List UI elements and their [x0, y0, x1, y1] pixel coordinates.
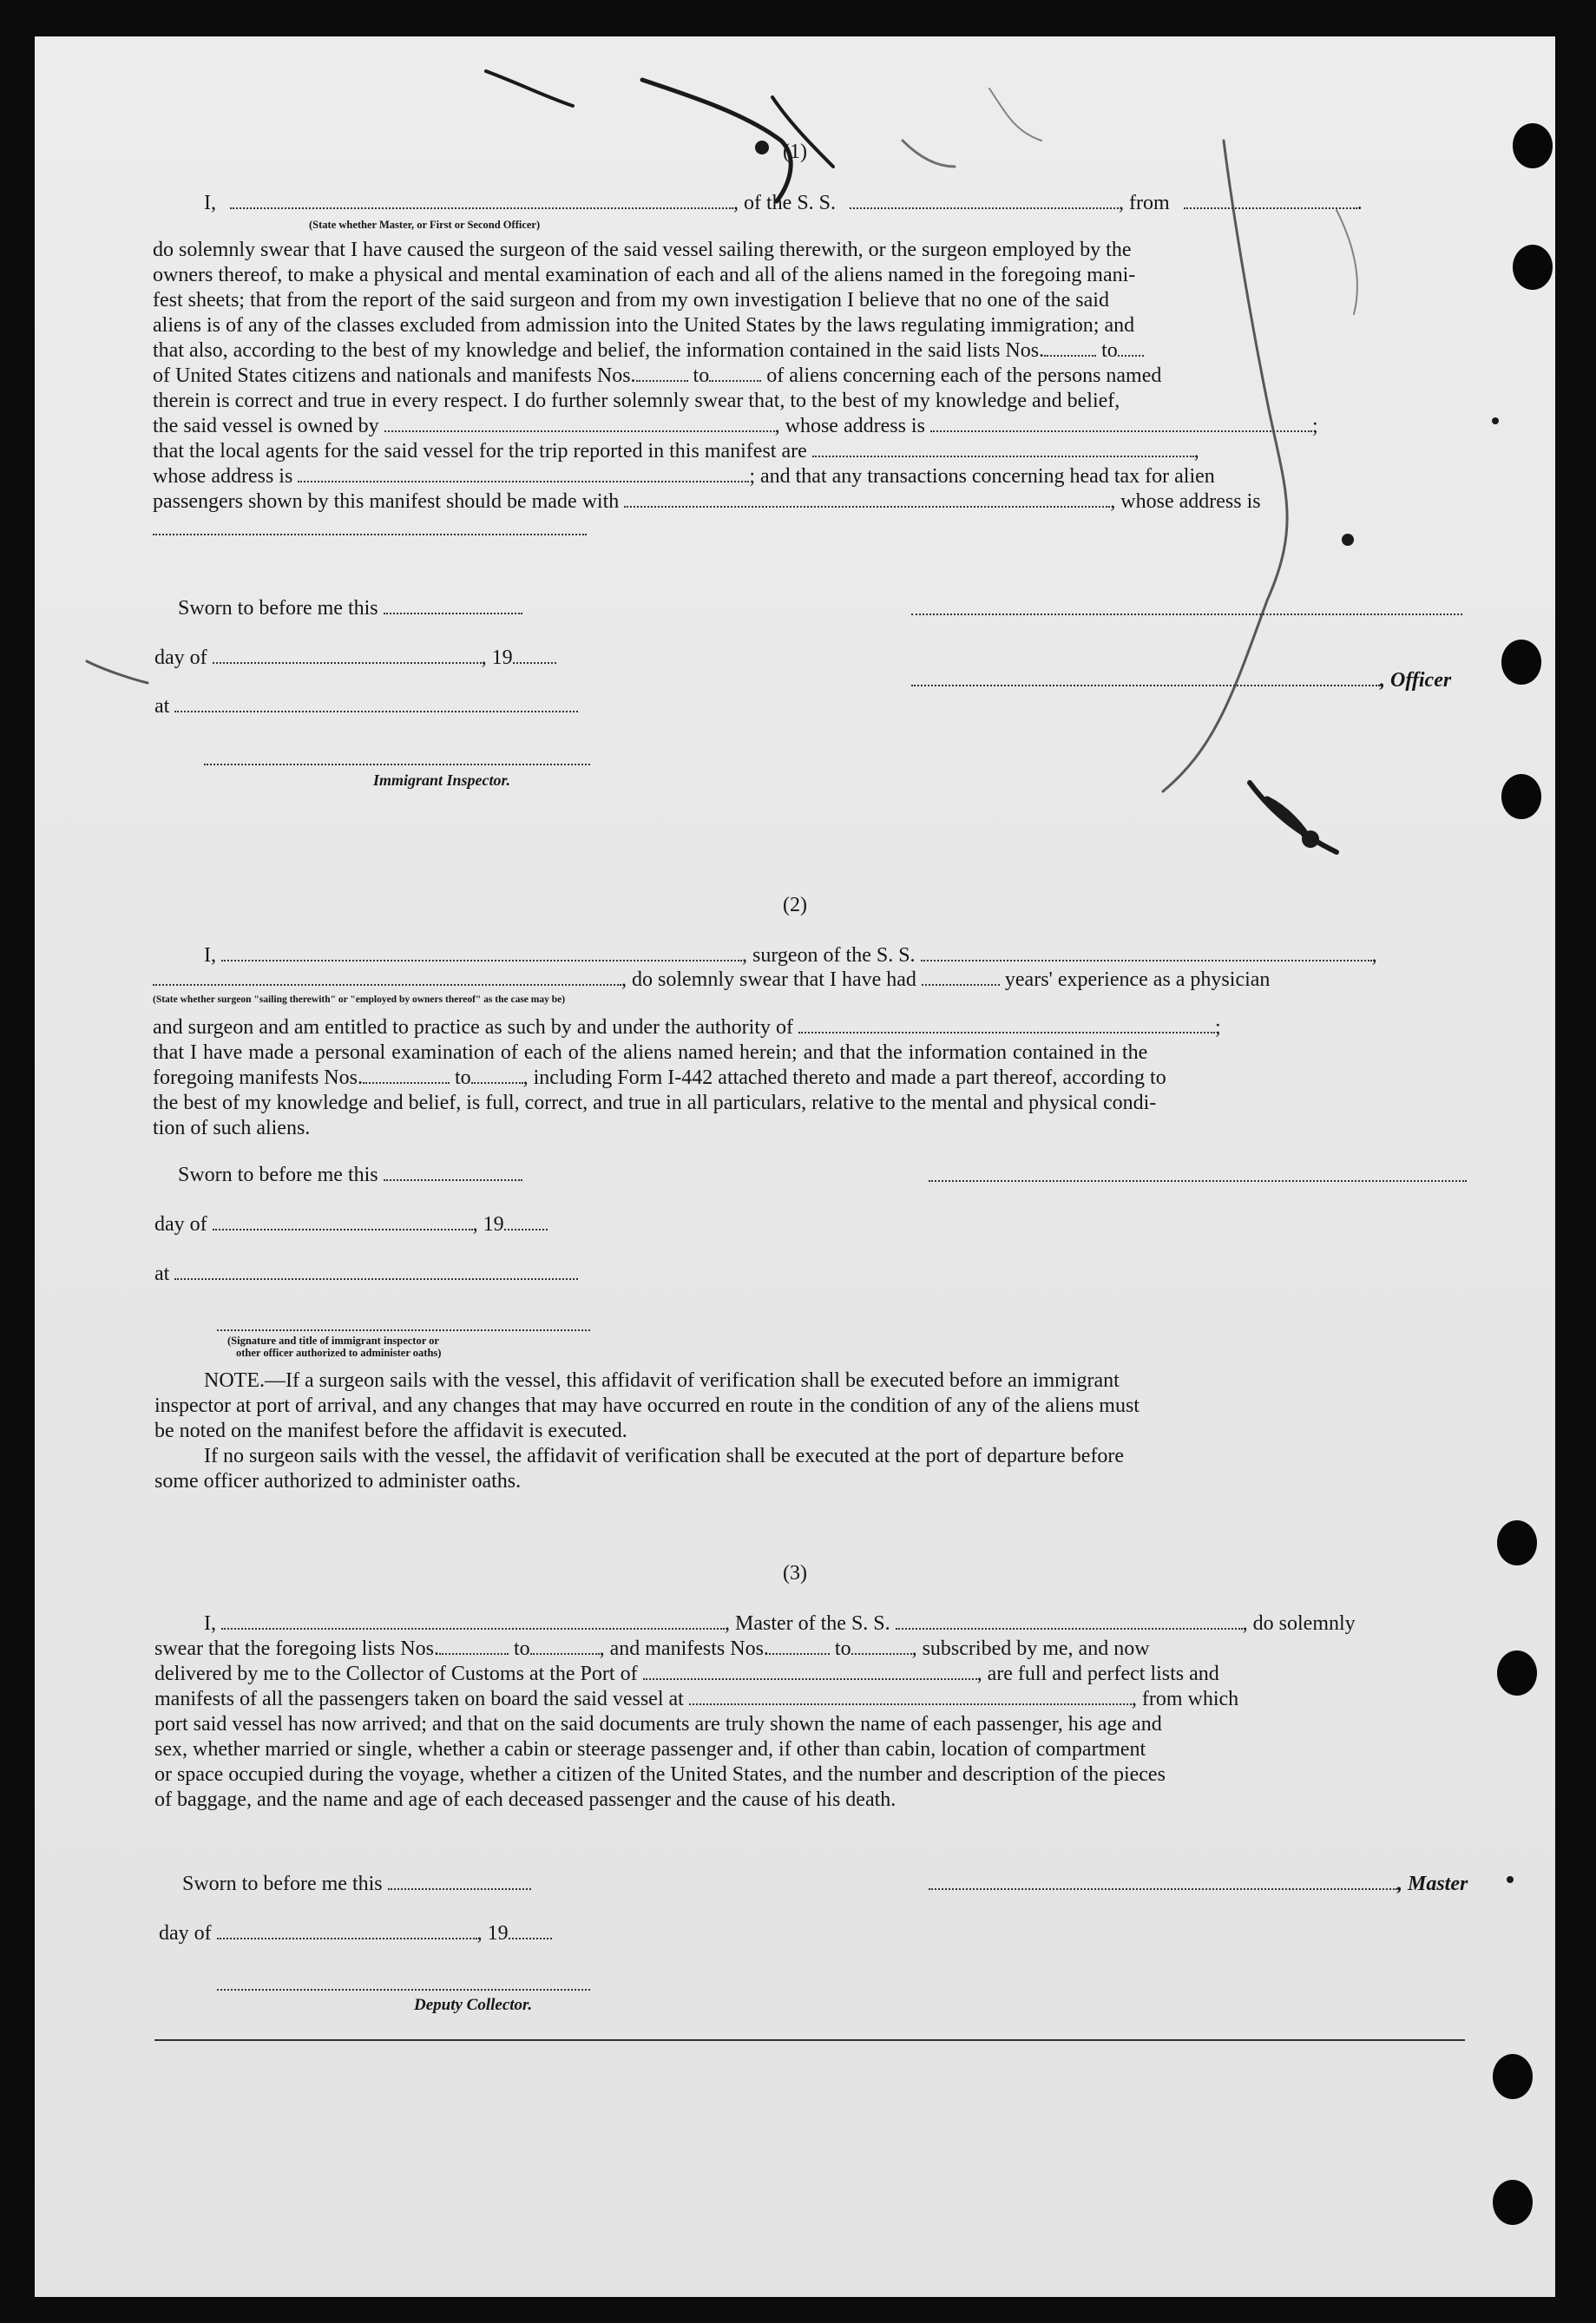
surgeon-note: (State whether surgeon "sailing therewith" or "employed by owners thereof" as the case may be)	[153, 994, 566, 1005]
master-vessel-field[interactable]	[896, 1612, 1243, 1630]
intro-period: .	[1356, 192, 1363, 214]
signature-note: other officer authorized to administer oaths)	[236, 1347, 442, 1359]
comma: ,	[1371, 944, 1377, 967]
at-line-2	[154, 1262, 578, 1286]
made-with-text: passengers shown by this manifest should be made with	[153, 490, 620, 513]
punch-hole	[1493, 2180, 1533, 2225]
head-tax-address-field[interactable]	[153, 534, 587, 535]
master-line-2	[154, 1637, 1150, 1661]
surgeon-status-field[interactable]	[153, 968, 621, 986]
at-line-1	[154, 694, 578, 719]
vessel-name-field[interactable]	[850, 192, 1119, 209]
intro-i: I,	[204, 944, 216, 967]
whose-address-label: whose address is	[153, 465, 293, 488]
officer-signature-top[interactable]	[911, 614, 1462, 615]
section-2-intro-line	[204, 943, 1377, 968]
to-text: to	[513, 1637, 530, 1660]
paragraph-line	[153, 489, 1505, 515]
officer-signature-field[interactable]	[911, 669, 1380, 686]
from-port-field[interactable]	[1184, 192, 1357, 209]
day-of-text: day of	[154, 1213, 207, 1236]
do-solemnly-text: , do solemnly	[1242, 1612, 1356, 1635]
day-of-text: day of	[154, 646, 207, 669]
head-tax-party-field[interactable]	[624, 490, 1110, 508]
intro-ss: , of the S. S.	[733, 192, 837, 214]
sworn-line-2	[178, 1163, 522, 1187]
day-of-line-1	[154, 646, 556, 670]
to-text: to	[454, 1066, 471, 1089]
comma: ,	[1193, 440, 1199, 463]
paragraph-line	[153, 439, 1505, 464]
authority-field[interactable]	[798, 1016, 1215, 1034]
master-line-8: of baggage, and the name and age of each deceased passenger and the cause of his death.	[154, 1788, 897, 1811]
master-line-1	[204, 1611, 1356, 1636]
paragraph-line: fest sheets; that from the report of the said surgeon and from my own investigation I believe that no one of the said	[153, 289, 1109, 312]
section-3-number: (3)	[783, 1562, 807, 1585]
master-line-3	[154, 1662, 1219, 1686]
officer-field[interactable]	[230, 192, 733, 209]
to-text: to	[1101, 339, 1118, 362]
section-1-paragraph	[153, 238, 1505, 515]
punch-hole	[1501, 774, 1541, 819]
swear-lists-text: swear that the foregoing lists Nos.	[154, 1637, 439, 1660]
head-tax-text: ; and that any transactions concerning head tax for alien	[749, 465, 1215, 488]
lists-to-field[interactable]	[1118, 339, 1144, 357]
local-agents-text: that the local agents for the said vessel for the trip reported in this manifest are	[153, 440, 807, 463]
whose-address-is-text: , whose address is	[1110, 490, 1261, 513]
master-name-field[interactable]	[221, 1612, 725, 1630]
master-signature-line	[929, 1872, 1468, 1896]
year-text: , 19	[472, 1213, 504, 1236]
paragraph-line	[153, 338, 1505, 364]
punch-hole	[1497, 1520, 1537, 1565]
surgeon-signature-field[interactable]	[929, 1180, 1467, 1182]
document-page	[35, 36, 1555, 2297]
sworn-text: Sworn to before me this	[178, 597, 378, 620]
note-line-4: If no surgeon sails with the vessel, the affidavit of verification shall be executed at the port of departure before	[204, 1445, 1125, 1467]
paragraph-line: do solemnly swear that I have caused the surgeon of the said vessel sailing therewith, or the surgeon employed by the	[153, 239, 1132, 261]
note-line-2: inspector at port of arrival, and any changes that may have occurred en route in the condition of any of the aliens must	[154, 1394, 1140, 1417]
sworn-text: Sworn to before me this	[182, 1873, 383, 1895]
surgeon-name-field[interactable]	[221, 944, 742, 961]
perfect-lists-text: , are full and perfect lists and	[976, 1663, 1219, 1685]
paragraph-line: owners thereof, to make a physical and mental examination of each and all of the aliens named in the foregoing mani-	[153, 264, 1136, 286]
collector-signature-field[interactable]	[217, 1989, 590, 1991]
surgeon-line-5	[153, 1066, 1166, 1090]
authority-text: and surgeon and am entitled to practice as such by and under the authority of	[153, 1016, 793, 1039]
year-text: , 19	[476, 1922, 509, 1945]
solemnly-swear-text: , do solemnly swear that I have had	[621, 968, 916, 991]
manifests-to-field[interactable]	[471, 1066, 523, 1084]
sworn-day-field[interactable]	[388, 1873, 531, 1890]
to-text: to	[834, 1637, 851, 1660]
signature-note: (Signature and title of immigrant inspector or	[227, 1335, 439, 1347]
punch-hole	[1497, 1650, 1537, 1696]
surgeon-line-4: that I have made a personal examination of each of the aliens named herein; and that the information contained in the	[153, 1041, 1148, 1064]
lists-from-field[interactable]	[1044, 339, 1096, 357]
sworn-line-1	[178, 596, 522, 620]
year-text: , 19	[481, 646, 513, 669]
port-field[interactable]	[643, 1663, 977, 1680]
manifests-from-field[interactable]	[769, 1637, 830, 1655]
master-ss-text: , Master of the S. S.	[725, 1612, 890, 1635]
agents-field[interactable]	[812, 440, 1194, 457]
paragraph-line	[153, 414, 1505, 439]
years-experience-text: years' experience as a physician	[1004, 968, 1271, 991]
taken-on-board-text: manifests of all the passengers taken on board the said vessel at	[154, 1688, 684, 1710]
paragraph-line: therein is correct and true in every respect. I do further solemnly swear that, to the best of my knowledge and belief,	[153, 390, 1120, 412]
year-field[interactable]	[504, 1213, 548, 1230]
master-line-6: sex, whether married or single, whether a cabin or steerage passenger and, if other than cabin, location of compartment	[154, 1738, 1146, 1761]
manifests-from-field[interactable]	[363, 1066, 450, 1084]
agents-address-field[interactable]	[298, 465, 749, 482]
at-text: at	[154, 1263, 170, 1285]
lists-to-field[interactable]	[530, 1637, 600, 1655]
manifests-nos-text: , and manifests Nos.	[599, 1637, 769, 1660]
surgeon-line-2	[153, 968, 1270, 992]
at-place-field[interactable]	[174, 695, 578, 712]
surgeon-line-3	[153, 1015, 1221, 1040]
paragraph-line: aliens is of any of the classes excluded from admission into the United States by the laws regulating immigration; and	[153, 314, 1135, 337]
semicolon: ;	[1311, 415, 1318, 437]
surgeon-vessel-field[interactable]	[921, 944, 1372, 961]
officer-line	[911, 668, 1451, 692]
whose-address-text: , whose address is	[774, 415, 925, 437]
officer-label: , Officer	[1380, 669, 1452, 692]
sworn-day-field[interactable]	[384, 1164, 522, 1181]
inspector-label: Immigrant Inspector.	[373, 771, 511, 789]
manifests-nos-text: of United States citizens and nationals and manifests Nos.	[153, 364, 636, 387]
master-line-7: or space occupied during the voyage, whether a citizen of the United States, and the number and description of the pieces	[154, 1763, 1166, 1786]
officer-note: (State whether Master, or First or Second Officer)	[309, 219, 541, 231]
sworn-text: Sworn to before me this	[178, 1164, 378, 1186]
owned-by-text: the said vessel is owned by	[153, 415, 379, 437]
including-form-text: , including Form I-442 attached thereto and made a part thereof, according to	[522, 1066, 1166, 1089]
boarding-port-field[interactable]	[689, 1688, 1132, 1705]
day-of-line-2	[154, 1212, 548, 1237]
note-line-5: some officer authorized to administer oaths.	[154, 1470, 522, 1493]
semicolon: ;	[1215, 1016, 1221, 1039]
punch-hole	[1501, 640, 1541, 685]
day-of-text: day of	[159, 1922, 212, 1945]
master-line-5: port said vessel has now arrived; and that on the said documents are truly shown the name of each passenger, his age and	[154, 1713, 1162, 1736]
subscribed-text: , subscribed by me, and now	[911, 1637, 1150, 1660]
surgeon-ss-text: , surgeon of the S. S.	[742, 944, 916, 967]
master-label: , Master	[1397, 1873, 1468, 1895]
section-1-intro-line	[204, 191, 1363, 215]
note-line-1	[204, 1368, 1120, 1393]
at-place-field[interactable]	[174, 1263, 578, 1280]
intro-i: I,	[204, 1612, 216, 1635]
note-lead: NOTE.	[204, 1369, 265, 1392]
punch-hole	[1493, 2054, 1533, 2099]
years-field[interactable]	[922, 968, 1000, 986]
manifests-to-field[interactable]	[709, 364, 761, 382]
day-of-month-field[interactable]	[213, 1213, 473, 1230]
inspector-signature-field[interactable]	[217, 1329, 590, 1331]
intro-i: I,	[204, 192, 216, 214]
master-signature-field[interactable]	[929, 1873, 1397, 1890]
lists-nos-text: that also, according to the best of my knowledge and belief, the information contained in the said lists Nos.	[153, 339, 1045, 362]
foregoing-manifests-text: foregoing manifests Nos.	[153, 1066, 363, 1089]
bottom-rule	[154, 2039, 1465, 2041]
surgeon-line-7: tion of such aliens.	[153, 1117, 311, 1139]
master-line-4	[154, 1687, 1238, 1711]
owner-address-field[interactable]	[930, 415, 1312, 432]
aliens-text: of aliens concerning each of the persons named	[766, 364, 1162, 387]
section-2-number: (2)	[783, 894, 807, 916]
lists-from-field[interactable]	[439, 1637, 509, 1655]
manifests-from-field[interactable]	[636, 364, 688, 382]
day-of-month-field[interactable]	[213, 646, 482, 664]
manifests-to-field[interactable]	[851, 1637, 912, 1655]
at-text: at	[154, 695, 170, 718]
collector-label: Deputy Collector.	[414, 1996, 533, 2014]
section-1-number: (1)	[783, 141, 807, 163]
day-of-month-field[interactable]	[217, 1922, 477, 1939]
year-field[interactable]	[513, 646, 556, 664]
note-line-3: be noted on the manifest before the affidavit is executed.	[154, 1420, 627, 1442]
sworn-line-3	[182, 1872, 531, 1896]
punch-hole	[1513, 245, 1553, 290]
day-of-line-3	[159, 1921, 552, 1946]
intro-from: , from	[1119, 192, 1170, 214]
paragraph-line	[153, 464, 1505, 489]
year-field[interactable]	[509, 1922, 552, 1939]
sworn-day-field[interactable]	[384, 597, 522, 614]
owner-field[interactable]	[384, 415, 775, 432]
note-text: —If a surgeon sails with the vessel, this affidavit of verification shall be executed before an immigrant	[264, 1369, 1120, 1392]
surgeon-line-6: the best of my knowledge and belief, is full, correct, and true in all particulars, relative to the mental and physical condi-	[153, 1092, 1157, 1114]
from-which-text: , from which	[1131, 1688, 1239, 1710]
paragraph-line	[153, 364, 1505, 389]
to-text: to	[693, 364, 710, 387]
inspector-signature-field[interactable]	[204, 764, 590, 765]
delivered-text: delivered by me to the Collector of Customs at the Port of	[154, 1663, 638, 1685]
